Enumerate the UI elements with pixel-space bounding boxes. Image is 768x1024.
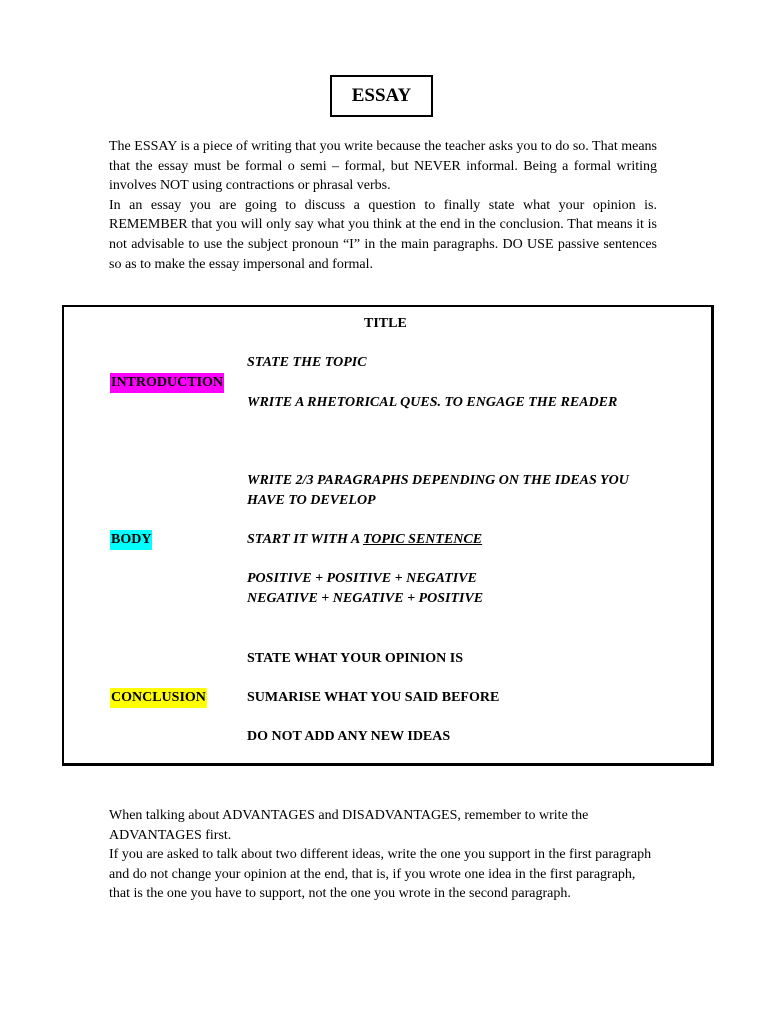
footer-paragraph: If you are asked to talk about two different ideas, write the one you support in the first paragraph and do not change your opinion at the end, that is, if you wrote one idea in the first paragraph, that is the one you have to support, not the one you wrote in the second paragraph. bbox=[109, 847, 652, 902]
essay-structure-box bbox=[62, 305, 714, 766]
page-title: ESSAY bbox=[351, 85, 412, 106]
conclusion-step-opinion: STATE WHAT YOUR OPINION IS bbox=[247, 651, 464, 666]
footer-text bbox=[109, 806, 657, 904]
intro-text bbox=[109, 137, 657, 274]
body-label: BODY bbox=[110, 530, 152, 550]
introduction-label: INTRODUCTION bbox=[110, 373, 224, 393]
outline-title: TITLE bbox=[364, 316, 407, 331]
conclusion-label: CONCLUSION bbox=[110, 688, 207, 708]
body-step-develop: HAVE TO DEVELOP bbox=[247, 493, 376, 508]
body-pattern-positive: POSITIVE + POSITIVE + NEGATIVE bbox=[247, 571, 477, 586]
topic-sentence-term: TOPIC SENTENCE bbox=[362, 532, 483, 547]
conclusion-step-no-new-ideas: DO NOT ADD ANY NEW IDEAS bbox=[247, 729, 451, 744]
footer-paragraph: When talking about ADVANTAGES and DISADVANTAGES, remember to write the ADVANTAGES first. bbox=[109, 808, 589, 843]
intro-paragraph: The ESSAY is a piece of writing that you write because the teacher asks you to do so. That means that the essay must be formal o semi – formal, but NEVER informal. Being a formal writing involves NOT using contractions or phrasal verbs. bbox=[109, 139, 657, 194]
topic-sentence-prefix: START IT WITH A bbox=[247, 532, 363, 547]
intro-step-topic: STATE THE TOPIC bbox=[247, 355, 367, 370]
body-pattern-negative: NEGATIVE + NEGATIVE + POSITIVE bbox=[247, 591, 484, 606]
essay-title-box bbox=[330, 75, 433, 117]
body-step-paragraphs: WRITE 2/3 PARAGRAPHS DEPENDING ON THE IDEAS YOU bbox=[247, 473, 629, 488]
body-step-topic-sentence bbox=[247, 530, 482, 550]
conclusion-step-summarise: SUMARISE WHAT YOU SAID BEFORE bbox=[247, 690, 500, 705]
intro-paragraph: In an essay you are going to discuss a question to finally state what your opinion is. REMEMBER that you will only say what you think at the end in the conclusion. That means it is not advisable to use the subject pronoun “I” in the main paragraphs. DO USE passive sentences so as to make the essay impersonal and formal. bbox=[109, 197, 657, 272]
intro-step-question: WRITE A RHETORICAL QUES. TO ENGAGE THE READER bbox=[247, 395, 618, 410]
